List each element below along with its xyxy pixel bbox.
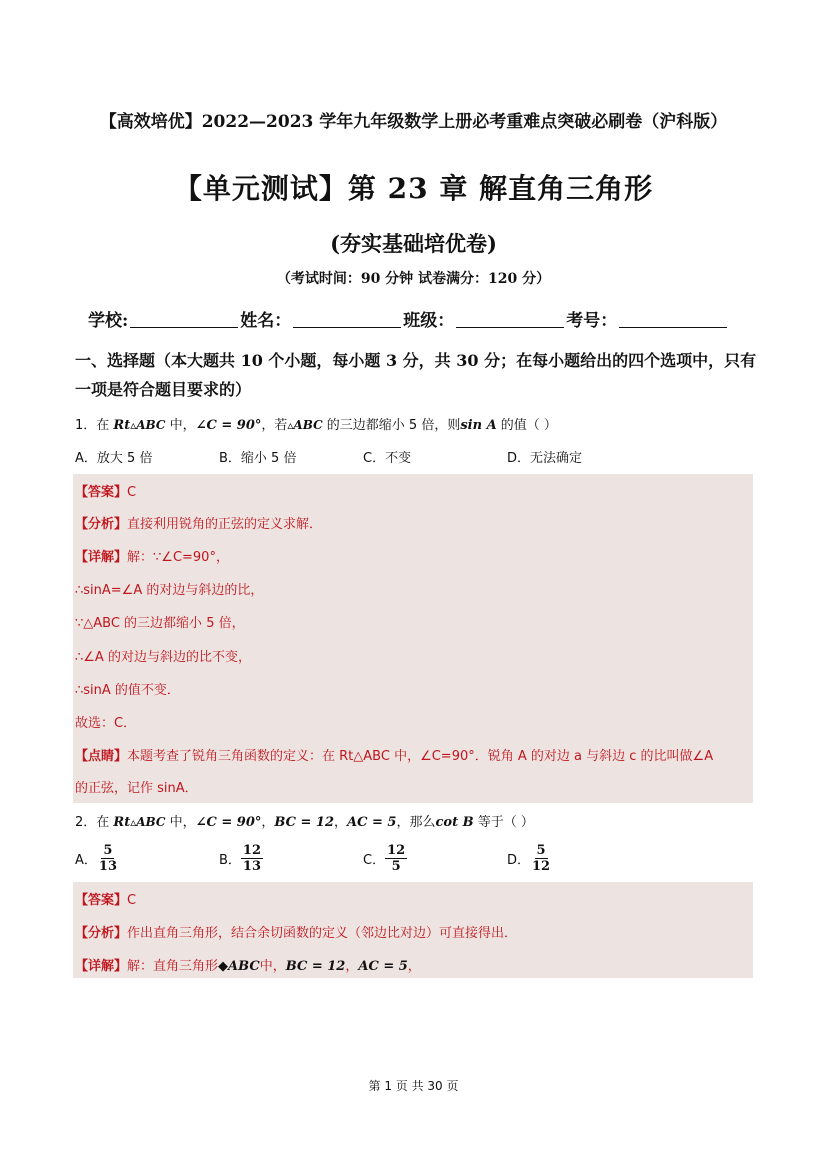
name-blank[interactable] — [293, 311, 401, 328]
q1-number: 1．在 — [75, 418, 114, 433]
q1-analysis: 【分析】直接利用锐角的正弦的定义求解． — [75, 517, 323, 532]
exam-number-blank[interactable] — [619, 311, 727, 328]
q2-condition: ∠C = 90° — [195, 815, 262, 830]
q1-detail-line: ∴sinA 的值不变． — [75, 683, 180, 698]
q1-option-d[interactable]: D．无法确定 — [507, 451, 583, 466]
fraction: $\frac{12}{5}$ — [387, 843, 406, 874]
q2-text: ， — [334, 815, 348, 830]
q1-sin: sin A — [460, 418, 497, 433]
q1-detail: 【详解】解：∵∠C=90°， — [75, 550, 229, 565]
series-heading: 【高效培优】2022—2023 学年九年级数学上册必考重难点突破必刷卷（沪科版） — [99, 112, 728, 132]
q1-option-a[interactable]: A．放大 5 倍 — [75, 451, 153, 466]
page-footer: 第 1 页 共 30 页 — [368, 1079, 459, 1093]
q2-text: ， — [261, 815, 275, 830]
q1-answer: 【答案】C — [75, 485, 137, 500]
q2-text: 等于（ ） — [473, 815, 534, 830]
q2-option-d[interactable]: D． $\frac{5}{12}$ — [507, 843, 551, 874]
school-label: 学校: — [88, 311, 129, 331]
fraction: $\frac{5}{13}$ — [98, 843, 117, 874]
q1-text: 的值（ ） — [496, 418, 557, 433]
class-label: 班级： — [403, 311, 455, 331]
page-subtitle: (夯实基础培优卷) — [330, 231, 497, 256]
q2-option-b[interactable]: B． $\frac{12}{13}$ — [219, 843, 262, 874]
q2-answer: 【答案】C — [75, 893, 137, 908]
q1-comment: 【点睛】本题考查了锐角三角函数的定义：在 Rt△ABC 中，∠C=90°．锐角 A 的对边 a 与斜边 c 的比叫做∠A — [75, 749, 714, 764]
fraction: $\frac{12}{13}$ — [242, 843, 262, 874]
q1-triangle: ▵ABC — [287, 418, 323, 432]
fraction: $\frac{5}{12}$ — [532, 843, 551, 874]
exam-number-label: 考号： — [566, 311, 618, 331]
q1-rt: Rt — [113, 418, 131, 433]
exam-info: （考试时间：90 分钟 试卷满分：120 分） — [276, 271, 551, 287]
q1-detail-line: 故选：C． — [75, 716, 137, 731]
q2-cot: cot B — [435, 815, 474, 830]
q2-bc: BC = 12 — [274, 815, 335, 830]
q2-ac: AC = 5 — [347, 815, 397, 830]
q1-triangle: ▵ABC — [130, 418, 166, 432]
q2-analysis: 【分析】作出直角三角形，结合余切函数的定义（邻边比对边）可直接得出． — [75, 926, 518, 941]
q1-condition: ∠C = 90° — [195, 418, 262, 433]
q2-triangle: ▵ABC — [130, 815, 166, 829]
q1-detail-line: ∵△ABC 的三边都缩小 5 倍， — [75, 616, 245, 631]
q2-text: 中， — [165, 815, 196, 830]
section-heading: 一、选择题（本大题共 10 个小题，每小题 3 分，共 30 分；在每小题给出的四个选项中，只有一项是符合题目要求的） — [75, 351, 757, 399]
q1-text: 中， — [165, 418, 196, 433]
question-1 — [75, 414, 557, 433]
q1-option-c[interactable]: C．不变 — [363, 451, 412, 466]
question-2 — [75, 811, 534, 830]
q1-text: ，若 — [261, 418, 288, 433]
q2-rt: Rt — [113, 815, 131, 830]
q1-detail-line: ∴∠A 的对边与斜边的比不变， — [75, 650, 251, 665]
student-info-fields — [88, 306, 729, 331]
q2-option-c[interactable]: C． $\frac{12}{5}$ — [363, 843, 406, 874]
q1-detail-line: ∴sinA=∠A 的对边与斜边的比， — [75, 583, 264, 598]
q2-text: ，那么 — [396, 815, 436, 830]
q2-detail: 【详解】解：直角三角形◆ABC中，BC = 12，AC = 5， — [75, 959, 421, 974]
q2-number: 2．在 — [75, 815, 114, 830]
q1-comment-line: 的正弦，记作 sinA． — [75, 781, 198, 796]
name-label: 姓名： — [240, 311, 292, 331]
page-title: 【单元测试】第 23 章 解直角三角形 — [173, 172, 654, 205]
class-blank[interactable] — [456, 311, 564, 328]
q2-option-a[interactable]: A． $\frac{5}{13}$ — [75, 843, 117, 874]
q1-option-b[interactable]: B．缩小 5 倍 — [219, 451, 297, 466]
q1-text: 的三边都缩小 5 倍，则 — [322, 418, 461, 433]
school-blank[interactable] — [130, 311, 238, 328]
